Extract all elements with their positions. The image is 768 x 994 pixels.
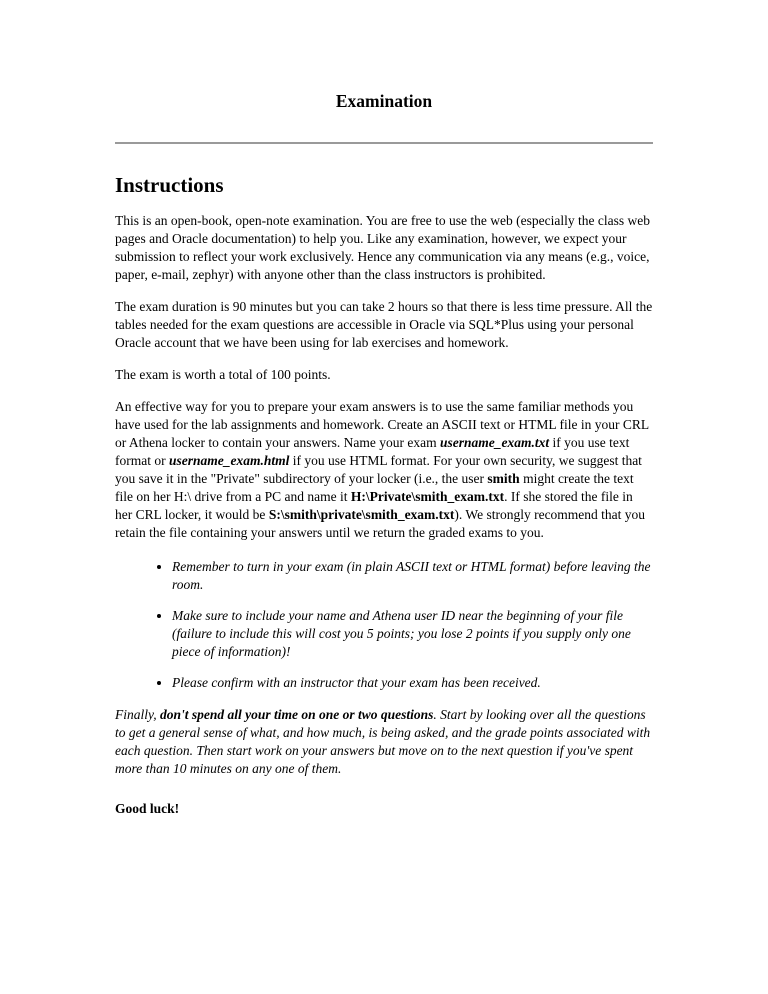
title-divider [115, 142, 653, 144]
instructions-heading: Instructions [115, 173, 224, 197]
text-run: if you use text format or [115, 435, 630, 468]
document-title: Examination [335, 91, 433, 111]
username-smith: smith [487, 471, 520, 486]
list-item-include-name-id: • Make sure to include your name and Athena user ID near the beginning of your file (failure to include this will cost you 5 points; you lose 2 points if you supply only one piece of information)! [172, 607, 653, 661]
paragraph-open-book-policy: This is an open-book, open-note examination. You are free to use the web (especially the class web pages and Oracle documentation) to help you. Like any examination, however, we expect your submission to reflect your work exclusively. Hence any communication via any means (e.g., voice, paper, e-mail, zephyr) with anyone other than the class instructors is prohibited. [115, 213, 650, 282]
path-h-drive: H:\Private\smith_exam.txt [350, 489, 505, 504]
text-run: . Start by looking over all the questions to get a general sense of what, and how much, is being asked, and the grade points associated with each question. Then start work on your answers but move on to the next question if you've spent more than 10 minutes on any one of them. [115, 707, 651, 776]
text-run: An effective way for you to prepare your exam answers is to use the same familiar methods you have used for the lab assignments and homework. Create an ASCII text or HTML file in your CRL or Athena locker to contain your answers. Name your exam [115, 399, 649, 450]
paragraph-final-advice [115, 706, 653, 778]
text-run: ). We strongly recommend that you retain the file containing your answers until we return the graded exams to you. [115, 507, 646, 540]
path-s-drive: S:\smith\private\smith_exam.txt [268, 507, 455, 522]
text-run: Finally, [115, 707, 160, 722]
text-run: . If she stored the file in her CRL locker, it would be [115, 489, 633, 522]
closing-good-luck: Good luck! [115, 801, 180, 816]
exam-reminders-list [115, 558, 653, 692]
paragraph-preparation [115, 398, 653, 542]
list-item-turn-in-exam: • Remember to turn in your exam (in plain ASCII text or HTML format) before leaving the room. [172, 558, 653, 594]
emphasis-dont-spend-time: don't spend all your time on one or two questions [160, 707, 434, 722]
text-run: might create the text file on her H:\ drive from a PC and name it [115, 471, 634, 504]
text-run: if you use HTML format. For your own security, we suggest that you save it in the "Private" subdirectory of your locker (i.e., the user [115, 453, 642, 486]
filename-text-format: username_exam.txt [440, 435, 550, 450]
list-item-confirm-received: • Please confirm with an instructor that your exam has been received. [172, 674, 653, 692]
filename-html-format: username_exam.html [168, 453, 290, 468]
paragraph-exam-duration: The exam duration is 90 minutes but you can take 2 hours so that there is less time pressure. All the tables needed for the exam questions are accessible in Oracle via SQL*Plus using your personal Oracle account that we have been using for lab exercises and homework. [115, 299, 653, 350]
paragraph-exam-worth: The exam is worth a total of 100 points. [115, 367, 331, 382]
